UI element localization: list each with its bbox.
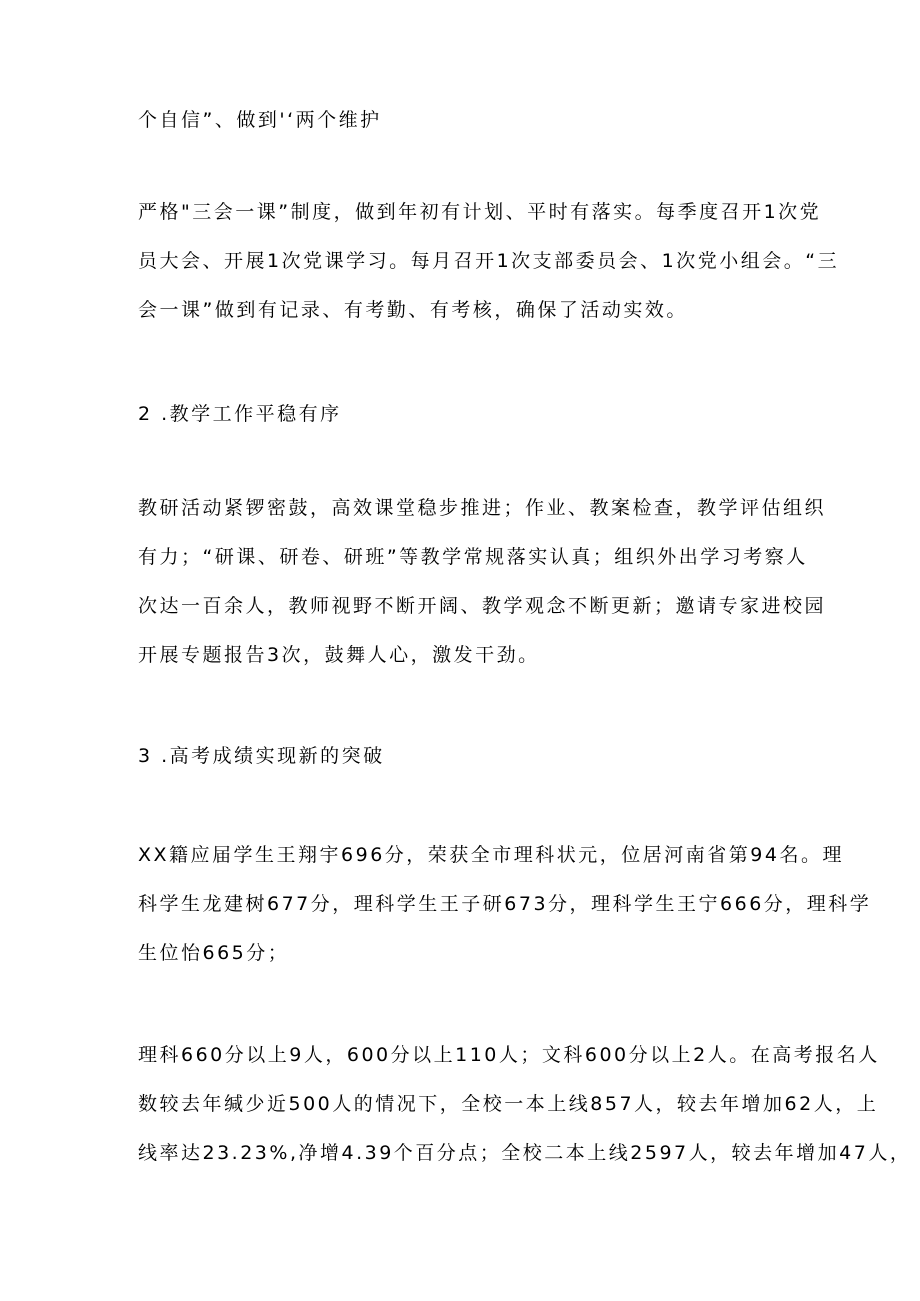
top-fragment xyxy=(138,96,788,145)
text-line: 次达一百余人，教师视野不断开阔、教学观念不断更新；邀请专家进校园 xyxy=(138,595,827,617)
text-line: 生位怡665分； xyxy=(138,942,290,964)
section-heading-exam xyxy=(138,732,788,781)
text-line: 有力；“研课、研卷、研班”等教学常规落实认真；组织外出学习考察人 xyxy=(138,546,808,568)
text-line: 线率达23.23%,净增4.39个百分点；全校二本上线2597人，较去年增加47人， xyxy=(138,1142,912,1164)
text-line: 员大会、开展1次党课学习。每月召开1次支部委员会、1次党小组会。“三 xyxy=(138,250,840,272)
teaching-paragraph xyxy=(138,484,827,680)
text-line: 个自信”、做到'‘两个维护 xyxy=(138,109,382,131)
text-line: 教研活动紧锣密鼓，高效课堂稳步推进；作业、教案检查，教学评估组织 xyxy=(138,497,827,519)
text-line: 理科660分以上9人，600分以上110人；文科600分以上2人。在高考报名人 xyxy=(138,1044,880,1066)
text-line: 科学生龙建树677分，理科学生王子研673分，理科学生王宁666分，理科学 xyxy=(138,893,872,915)
top-students-paragraph xyxy=(138,831,872,978)
party-system-paragraph xyxy=(138,188,840,335)
heading-text: 3 .高考成绩实现新的突破 xyxy=(138,745,385,767)
text-line: 开展专题报告3次，鼓舞人心，激发干劲。 xyxy=(138,644,540,666)
scores-paragraph xyxy=(138,1031,912,1178)
section-heading-teaching xyxy=(138,390,788,439)
heading-text: 2 .教学工作平稳有序 xyxy=(138,403,342,425)
text-line: 数较去年缄少近500人的情况下，全校一本上线857人，较去年增加62人，上 xyxy=(138,1093,879,1115)
text-line: XX籍应届学生王翔宇696分，荣获全市理科状元，位居河南省第94名。理 xyxy=(138,844,844,866)
text-line: 严格"三会一课”制度，做到年初有计划、平时有落实。每季度召开1次党 xyxy=(138,201,822,223)
text-line: 会一课”做到有记录、有考勤、有考核，确保了活动实效。 xyxy=(138,299,688,321)
